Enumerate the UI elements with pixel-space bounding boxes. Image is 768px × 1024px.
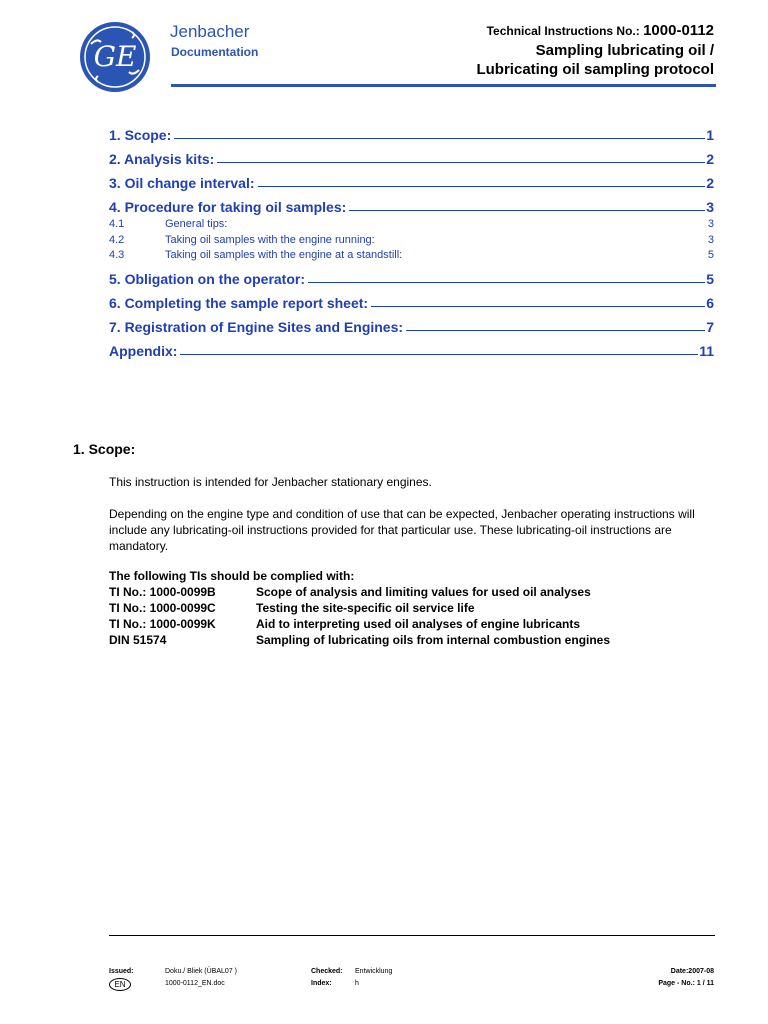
toc-sub-label: Taking oil samples with the engine running: xyxy=(165,234,375,246)
footer-index-label: Index: xyxy=(311,980,332,987)
brand-name: Jenbacher xyxy=(170,22,250,41)
ti-label: Technical Instructions No.: xyxy=(486,24,640,38)
toc-label: 5. Obligation on the operator: xyxy=(109,271,305,287)
toc-sub-page: 3 xyxy=(707,218,714,230)
footer-index-value: h xyxy=(355,980,359,987)
footer-page xyxy=(658,980,714,987)
ref-id: TI No.: 1000-0099K xyxy=(109,617,216,631)
toc-sub-label: General tips: xyxy=(165,218,228,230)
refs-intro-text: The following TIs should be complied with: xyxy=(109,569,355,583)
ge-monogram-icon xyxy=(78,20,152,94)
toc-leader xyxy=(258,185,706,187)
ref-desc: Testing the site-specific oil service life xyxy=(256,601,475,615)
footer-date-label: Date: xyxy=(670,968,689,975)
toc-label: 6. Completing the sample report sheet: xyxy=(109,295,369,311)
toc-entry-sample-report[interactable] xyxy=(109,295,714,311)
scope-paragraph-2: Depending on the engine type and condition of use that can be expected, Jenbacher operating instructions will include any lubricating-oil instructions provided for that particular use. These lubricating-oil instructions are mandatory. xyxy=(109,507,695,553)
toc-page: 7 xyxy=(706,319,714,335)
toc-page: 6 xyxy=(706,295,714,311)
footer-page-value: 1 / 11 xyxy=(696,980,714,987)
toc-leader xyxy=(174,137,705,139)
toc-label: 3. Oil change interval: xyxy=(109,175,255,191)
toc-entry-analysis-kits[interactable] xyxy=(109,151,714,167)
ref-desc: Scope of analysis and limiting values for used oil analyses xyxy=(256,585,591,599)
ref-desc: Sampling of lubricating oils from internal combustion engines xyxy=(256,633,611,647)
ref-id: TI No.: 1000-0099C xyxy=(109,601,216,615)
section-heading-scope: 1. Scope: xyxy=(73,441,136,457)
toc-subentry-4-1[interactable] xyxy=(109,218,714,230)
footer-issued-value: Doku./ Bliek (ÜBAL07 ) xyxy=(165,968,237,975)
toc-leader xyxy=(371,305,705,307)
toc-page: 3 xyxy=(706,199,714,215)
toc-leader xyxy=(349,209,705,211)
toc-entry-scope[interactable] xyxy=(109,127,714,143)
toc-subentry-4-2[interactable] xyxy=(109,234,714,246)
footer-date-value: 2007-08 xyxy=(688,968,714,975)
toc-leader xyxy=(308,281,705,283)
toc-sub-page: 5 xyxy=(707,249,714,261)
ti-line xyxy=(487,22,714,39)
toc-page: 11 xyxy=(699,343,714,359)
footer-checked-value: Entwicklung xyxy=(355,968,393,975)
footer-page-label: Page - No.: xyxy=(658,980,695,987)
toc-sub-label: Taking oil samples with the engine at a standstill: xyxy=(165,249,403,261)
ref-id: TI No.: 1000-0099B xyxy=(109,585,216,599)
footer-checked-label: Checked: xyxy=(311,968,343,975)
ref-row xyxy=(109,633,610,647)
toc-entry-appendix[interactable] xyxy=(109,343,714,359)
refs-intro xyxy=(109,569,354,583)
toc-entry-procedure[interactable] xyxy=(109,199,714,215)
footer-rule xyxy=(109,935,715,936)
toc-subentry-4-3[interactable] xyxy=(109,249,714,261)
ref-desc: Aid to interpreting used oil analyses of engine lubricants xyxy=(256,617,581,631)
toc-entry-obligation[interactable] xyxy=(109,271,714,287)
doc-title-line2: Lubricating oil sampling protocol xyxy=(476,61,714,78)
scope-paragraph-1: This instruction is intended for Jenbacher stationary engines. xyxy=(109,475,432,489)
toc-sub-num: 4.1 xyxy=(109,218,125,230)
footer-issued-label: Issued: xyxy=(109,968,134,975)
toc-page: 2 xyxy=(706,151,714,167)
header-rule xyxy=(171,84,716,87)
toc-label: 1. Scope: xyxy=(109,127,172,143)
language-badge: EN xyxy=(109,978,131,991)
toc-page: 2 xyxy=(706,175,714,191)
footer-file-name: 1000-0112_EN.doc xyxy=(165,980,225,987)
brand-subtitle: Documentation xyxy=(171,45,259,59)
doc-title-line1: Sampling lubricating oil / xyxy=(535,42,714,59)
toc-sub-num: 4.2 xyxy=(109,234,125,246)
toc-label: 7. Registration of Engine Sites and Engines: xyxy=(109,319,404,335)
toc-sub-num: 4.3 xyxy=(109,249,125,261)
ref-row xyxy=(109,617,580,631)
toc-page: 5 xyxy=(706,271,714,287)
toc-label: 4. Procedure for taking oil samples: xyxy=(109,199,347,215)
toc-page: 1 xyxy=(706,127,714,143)
logo-text: GE xyxy=(93,40,137,73)
toc-entry-registration[interactable] xyxy=(109,319,714,335)
ti-number: 1000-0112 xyxy=(643,22,714,39)
footer-date xyxy=(671,968,714,975)
ge-logo xyxy=(78,20,152,94)
toc-label: Appendix: xyxy=(109,343,178,359)
toc-sub-page: 3 xyxy=(707,234,714,246)
toc-leader xyxy=(217,161,705,163)
ref-row xyxy=(109,601,475,615)
toc-leader xyxy=(180,353,698,355)
ref-id: DIN 51574 xyxy=(109,633,167,647)
toc-entry-oil-change-interval[interactable] xyxy=(109,175,714,191)
ref-row xyxy=(109,585,591,599)
toc-leader xyxy=(406,329,705,331)
toc-label: 2. Analysis kits: xyxy=(109,151,215,167)
